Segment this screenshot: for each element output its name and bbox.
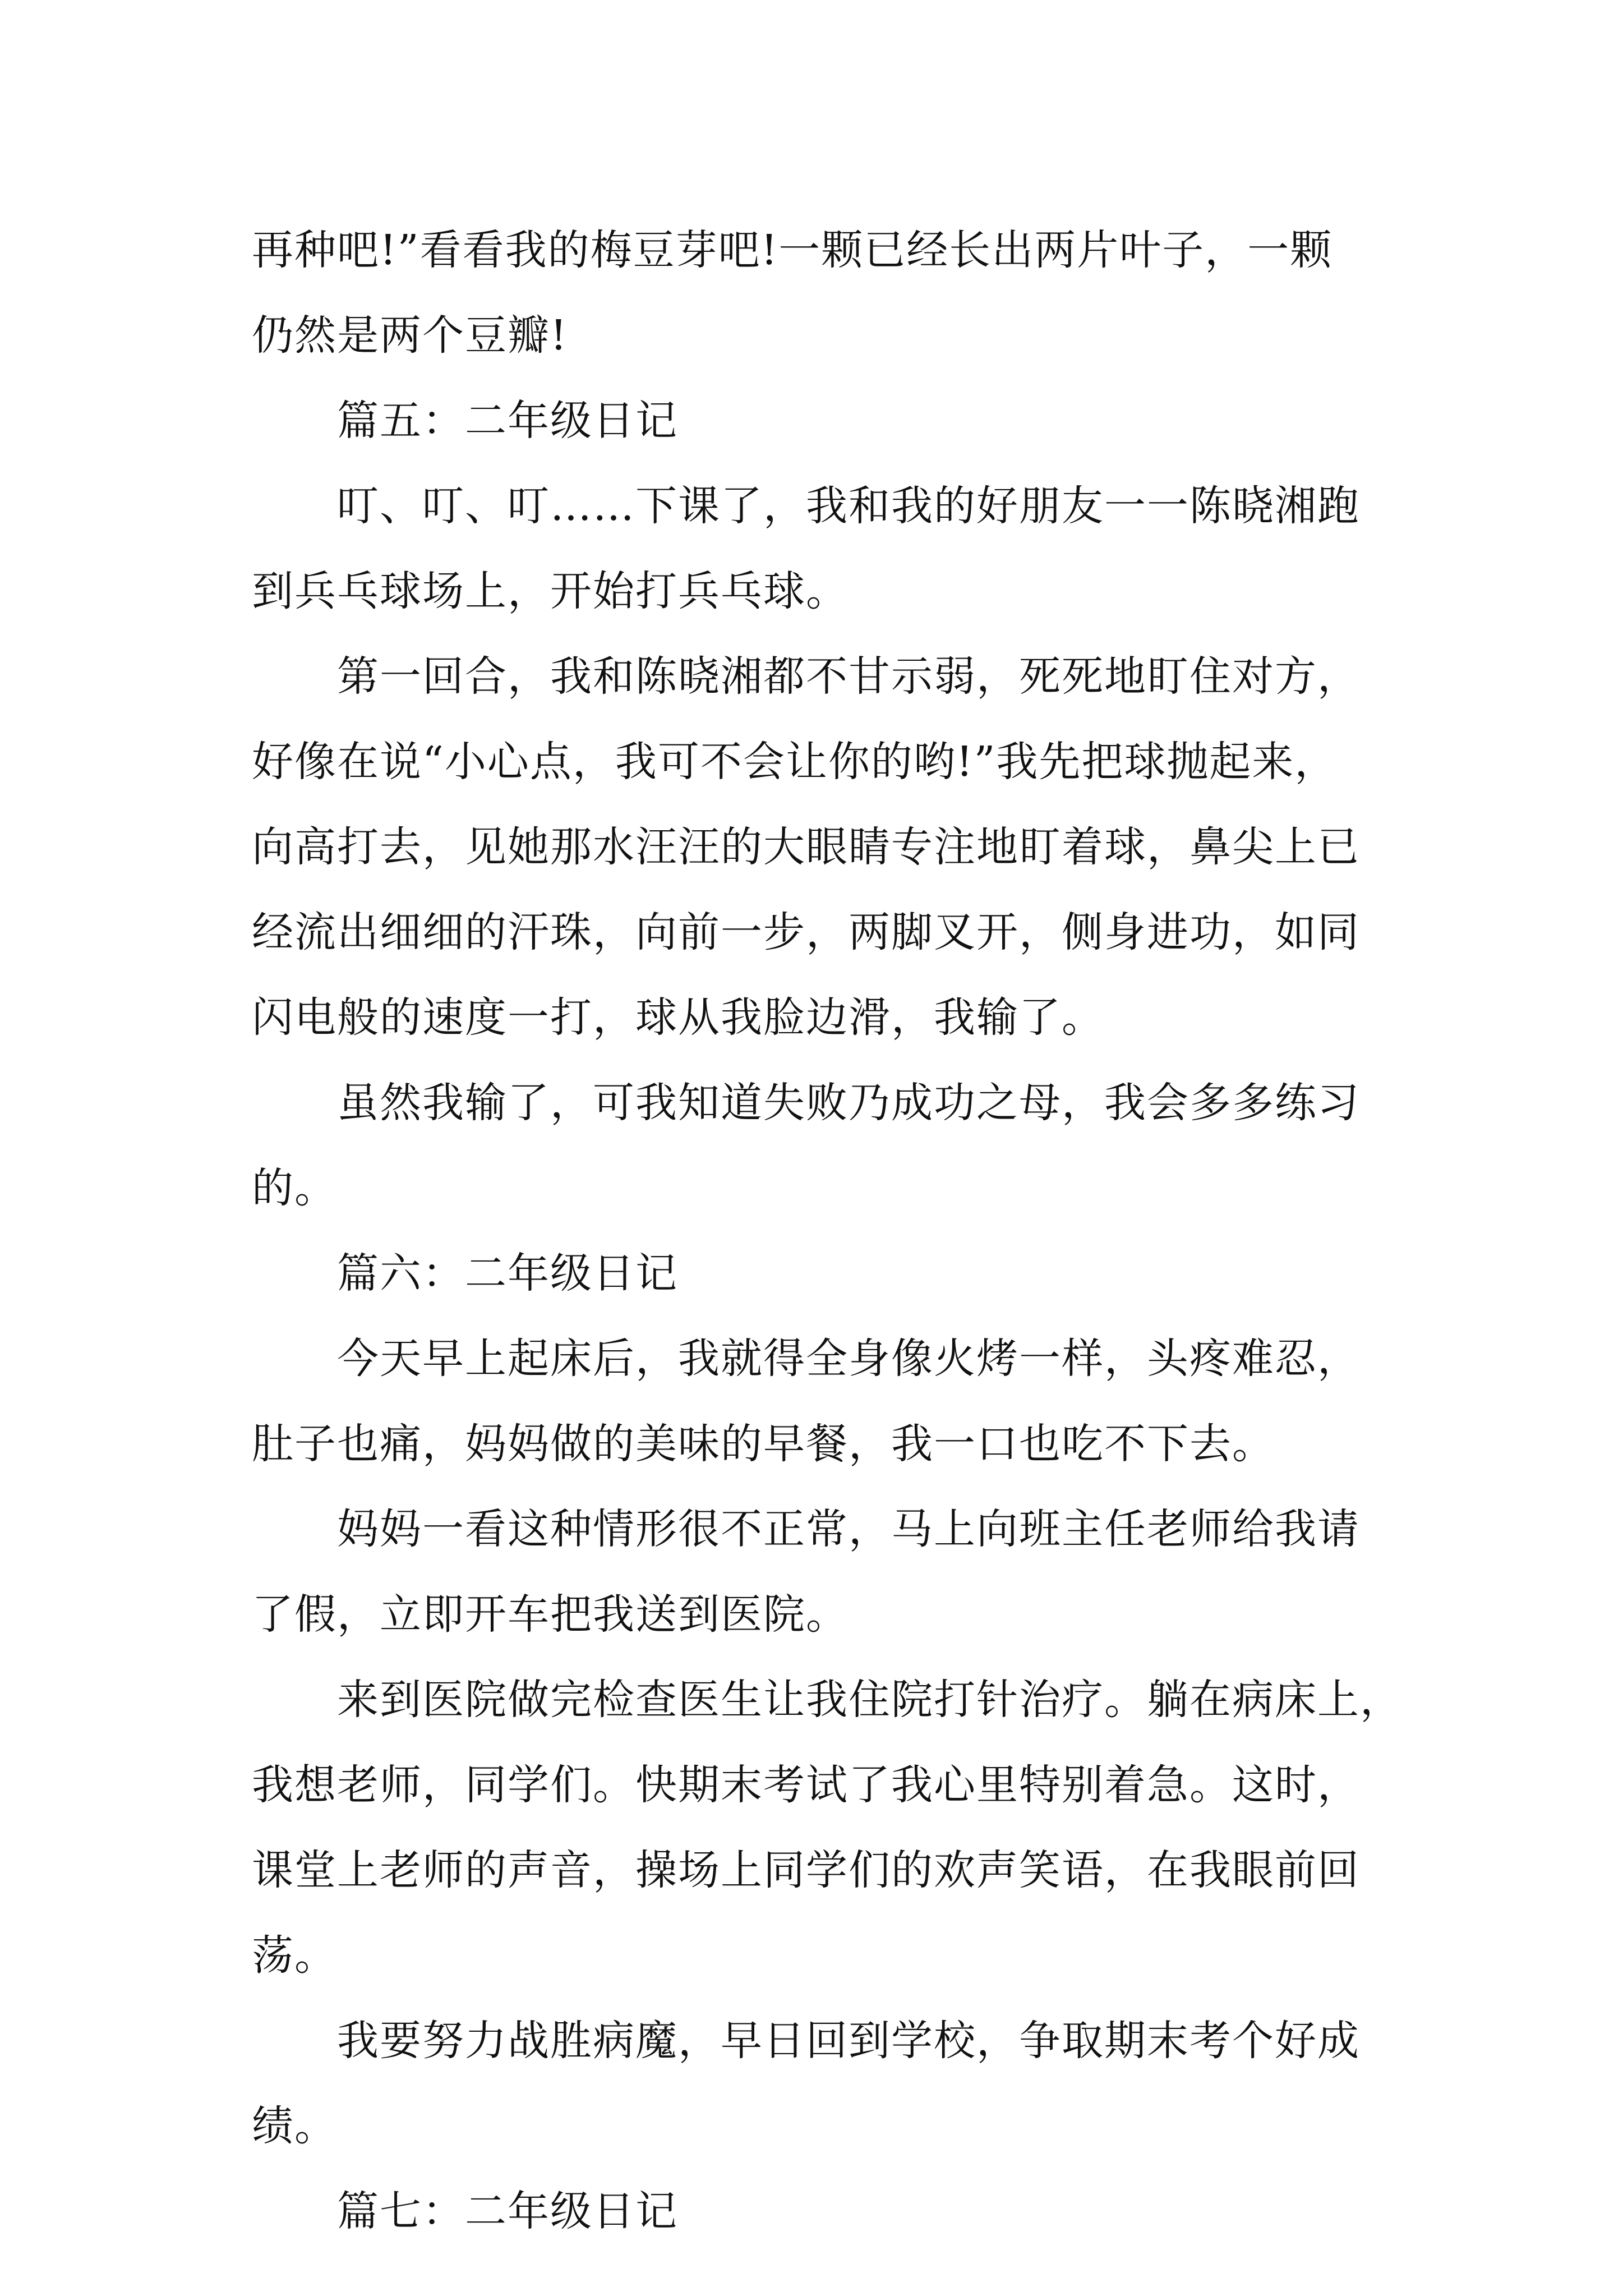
text-line: 来到医院做完检查医生让我住院打针治疗。躺在病床上， (337, 1676, 1403, 1724)
text-line: 的。 (252, 1164, 337, 1212)
text-line: 绩。 (252, 2102, 337, 2150)
text-line: 向高打去，见她那水汪汪的大眼睛专注地盯着球，鼻尖上已 (252, 823, 1360, 871)
text-line: 经流出细细的汗珠，向前一步，两脚叉开，侧身进功，如同 (252, 908, 1360, 956)
section-heading: 篇六：二年级日记 (337, 1249, 678, 1297)
text-line: 闪电般的速度一打，球从我脸边滑，我输了。 (252, 993, 1104, 1042)
text-line: 了假，立即开车把我送到医院。 (252, 1590, 849, 1639)
text-line: 我想老师，同学们。快期末考试了我心里特别着急。这时， (252, 1761, 1360, 1809)
text-line: 荡。 (252, 1931, 337, 1980)
text-line: 肚子也痛，妈妈做的美味的早餐，我一口也吃不下去。 (252, 1420, 1275, 1468)
text-line: 仍然是两个豆瓣! (252, 311, 568, 360)
document-body (252, 208, 1403, 2254)
section-heading: 篇七：二年级日记 (337, 2187, 678, 2235)
text-line: 第一回合，我和陈晓湘都不甘示弱，死死地盯住对方， (337, 652, 1360, 701)
text-line: 虽然我输了，可我知道失败乃成功之母，我会多多练习 (337, 1079, 1360, 1127)
section-heading: 篇五：二年级日记 (337, 397, 678, 445)
text-line: 好像在说“小心点，我可不会让你的哟!”我先把球抛起来， (252, 738, 1338, 786)
text-line: 叮、叮、叮……下课了，我和我的好朋友一一陈晓湘跑 (337, 482, 1360, 530)
text-line: 今天早上起床后，我就得全身像火烤一样，头疼难忍， (337, 1335, 1360, 1383)
text-line: 妈妈一看这种情形很不正常，马上向班主任老师给我请 (337, 1505, 1360, 1553)
text-line: 我要努力战胜病魔，早日回到学校，争取期末考个好成 (337, 2017, 1360, 2065)
text-line: 再种吧!”看看我的梅豆芽吧!一颗已经长出两片叶子，一颗 (252, 226, 1333, 274)
text-line: 课堂上老师的声音，操场上同学们的欢声笑语，在我眼前回 (252, 1846, 1360, 1894)
text-line: 到兵乓球场上，开始打兵乓球。 (252, 567, 849, 615)
